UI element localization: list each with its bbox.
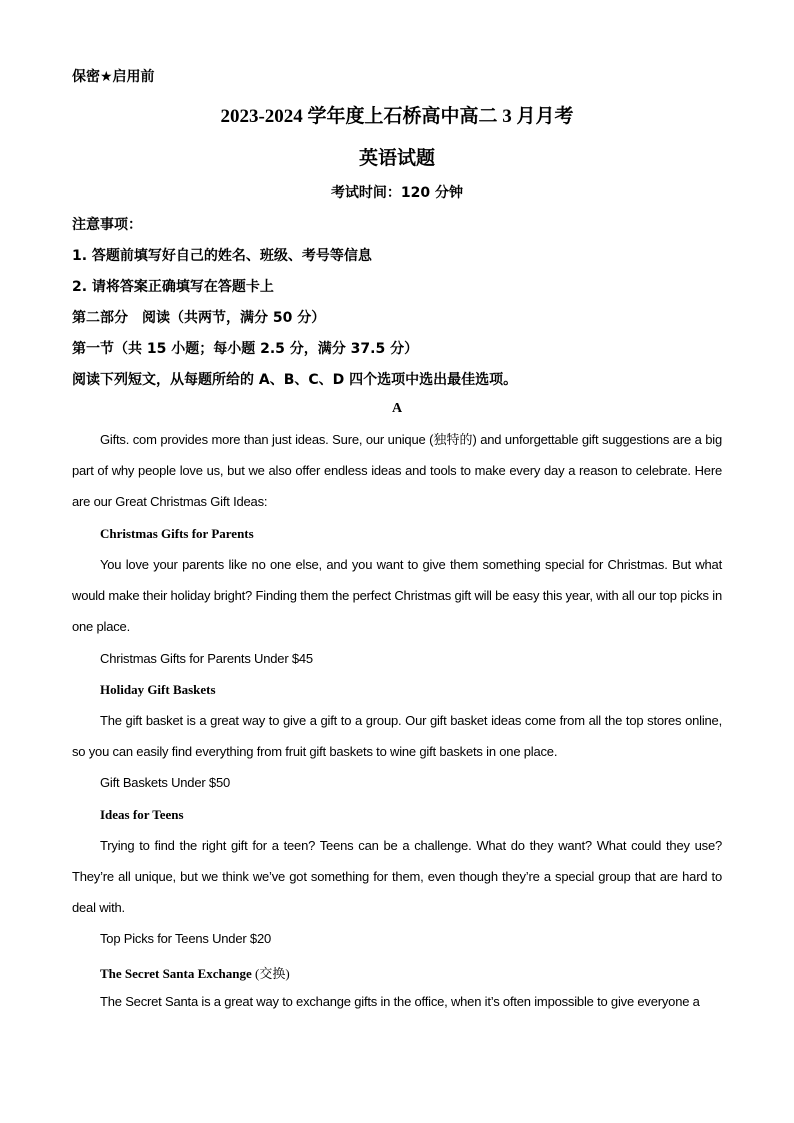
section-heading-baskets: Holiday Gift Baskets [100,682,216,697]
passage-letter: A [391,401,403,416]
section-body-santa: The Secret Santa is a great way to exchange gifts in the office, when it’s often impossible to give everyone a [100,994,700,1009]
reading-instruction: 阅读下列短文，从每题所给的 A、B、C、D 四个选项中选出最佳选项。 [72,372,518,388]
notice-item: 2. 请将答案正确填写在答题卡上 [72,279,274,295]
exam-time: 考试时间：120 分钟 [330,185,464,201]
exam-title: 2023-2024 学年度上石桥高中高二 3 月月考 [220,106,574,127]
price-line-teens: Top Picks for Teens Under $20 [100,931,272,946]
part-heading: 第二部分 阅读（共两节，满分 50 分） [72,310,326,326]
section-heading-santa-text: The Secret Santa Exchange [100,966,252,981]
section-body-parents: You love your parents like no one else, and you want to give them something special for Christmas. But what would make their holiday bright? Finding them the perfect Christmas gift will be easy this year, with all our top picks in one place. [72,557,722,634]
passage-intro: Gifts. com provides more than just ideas. Sure, our unique (独特的) and unforgettable gift suggestions are a big part of why people love us, but we also offer endless ideas and tools to make every day a reason to celebrate. Here are our Great Christmas Gift Ideas: [72,432,722,509]
section-body-teens: Trying to find the right gift for a teen? Teens can be a challenge. What do they want? What could they use? They’re all unique, but we think we’ve got something for them, even though they’re a special group that are hard to deal with. [72,838,722,915]
section-heading: 第一节（共 15 小题；每小题 2.5 分，满分 37.5 分） [72,341,419,357]
section-heading-parents: Christmas Gifts for Parents [100,526,254,541]
confidential-label: 保密★启用前 [72,69,155,85]
notice-heading: 注意事项： [72,217,142,233]
section-heading-santa [100,963,290,982]
price-line-baskets: Gift Baskets Under $50 [100,775,230,790]
section-heading-teens: Ideas for Teens [100,807,184,822]
section-body-baskets: The gift basket is a great way to give a gift to a group. Our gift basket ideas come from all the top stores online, so you can easily find everything from fruit gift baskets to wine gift baskets in one place. [72,713,722,759]
notice-item: 1. 答题前填写好自己的姓名、班级、考号等信息 [72,248,372,264]
section-heading-santa-note: (交换) [255,966,290,981]
subject-title: 英语试题 [358,147,435,169]
price-line-parents: Christmas Gifts for Parents Under $45 [100,651,313,666]
